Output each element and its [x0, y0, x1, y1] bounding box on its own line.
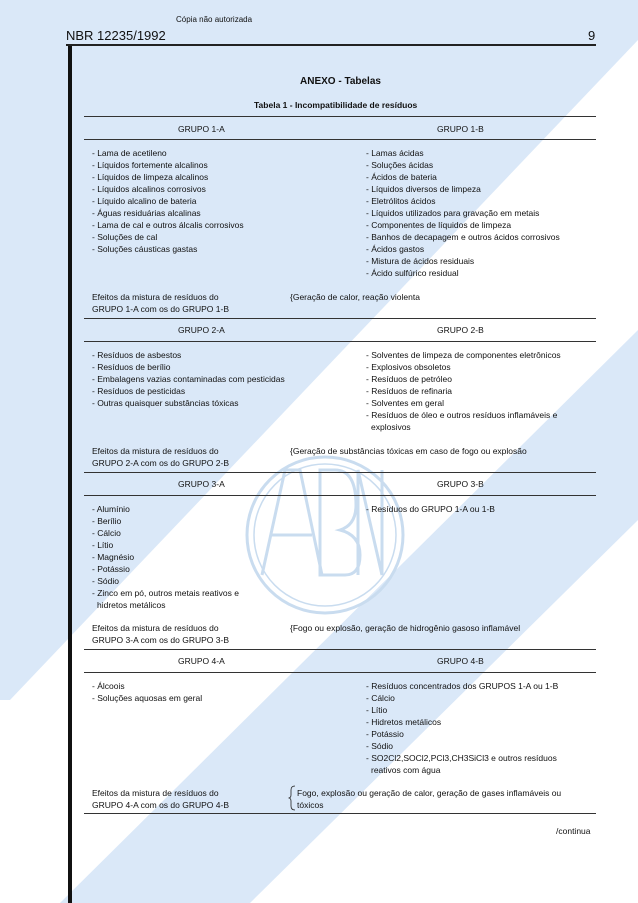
list-item: - Berílio — [92, 516, 122, 526]
table-rule — [84, 116, 596, 117]
list-item: - Resíduos de pesticidas — [92, 386, 186, 396]
group-4-effect — [297, 787, 561, 811]
list-item: - Soluções de cal — [92, 232, 158, 242]
list-item: - Líquidos utilizados para gravação em metais — [366, 208, 540, 218]
group-3-effects-label — [92, 622, 229, 646]
group-4-effects-label — [92, 787, 229, 811]
list-item: - SO2Cl2,SOCl2,PCl3,CH3SiCl3 e outros resíduos — [366, 753, 557, 763]
list-item: - Componentes de líquidos de limpeza — [366, 220, 512, 230]
group-1-effect: {Geração de calor, reação violenta — [290, 292, 420, 302]
group-1b-list — [366, 147, 560, 279]
list-item: - Resíduos concentrados dos GRUPOS 1-A ou 1-B — [366, 681, 559, 691]
table-rule — [84, 139, 596, 140]
group-2a-heading: GRUPO 2-A — [178, 325, 225, 335]
table-title: Tabela 1 - Incompatibilidade de resíduos — [254, 100, 418, 110]
list-item: - Resíduos de berílio — [92, 362, 171, 372]
list-item: - Líquidos fortemente alcalinos — [92, 160, 208, 170]
list-item: - Potássio — [366, 729, 404, 739]
list-item: - Ácidos de bateria — [366, 172, 437, 182]
group-3b-list — [366, 503, 495, 515]
list-item: - Soluções aquosas em geral — [92, 693, 203, 703]
group-2a-list — [92, 349, 285, 409]
effect-line: Fogo, explosão ou geração de calor, geração de gases inflamáveis ou — [297, 788, 562, 798]
group-4a-list — [92, 680, 202, 704]
left-margin-bar — [68, 46, 72, 903]
list-item: - Zinco em pó, outros metais reativos e — [92, 588, 239, 598]
list-item: - Lítio — [92, 540, 114, 550]
list-item: reativos com água — [371, 765, 441, 775]
group-1-effects-label — [92, 291, 229, 315]
group-2-effect: {Geração de substâncias tóxicas em caso de fogo ou explosão — [290, 446, 527, 456]
list-item: - Solventes em geral — [366, 398, 444, 408]
list-item: - Cálcio — [366, 693, 395, 703]
list-item: - Explosivos obsoletos — [366, 362, 451, 372]
list-item: - Águas residuárias alcalinas — [92, 208, 201, 218]
list-item: - Lítio — [366, 705, 388, 715]
list-item: - Mistura de ácidos residuais — [366, 256, 475, 266]
list-item: hidretos metálicos — [97, 600, 166, 610]
list-item: - Cálcio — [92, 528, 121, 538]
list-item: - Líquido alcalino de bateria — [92, 196, 197, 206]
group-3a-list — [92, 503, 239, 611]
group-2b-heading: GRUPO 2-B — [437, 325, 484, 335]
effects-label-line: GRUPO 3-A com os do GRUPO 3-B — [92, 635, 229, 645]
list-item: - Potássio — [92, 564, 130, 574]
table-rule — [84, 813, 596, 814]
list-item: - Resíduos do GRUPO 1-A ou 1-B — [366, 504, 495, 514]
table-rule — [84, 649, 596, 650]
page-number: 9 — [588, 28, 596, 43]
continued-marker: /continua — [556, 826, 591, 836]
group-4b-list — [366, 680, 558, 776]
list-item: - Magnésio — [92, 552, 135, 562]
list-item: - Soluções cáusticas gastas — [92, 244, 198, 254]
group-3-effect: {Fogo ou explosão, geração de hidrogênio gasoso inflamável — [290, 623, 521, 633]
list-item: - Eletrólitos ácidos — [366, 196, 436, 206]
list-item: - Banhos de decapagem e outros ácidos corrosivos — [366, 232, 560, 242]
list-item: - Solventes de limpeza de componentes eletrônicos — [366, 350, 561, 360]
group-3a-heading: GRUPO 3-A — [178, 479, 225, 489]
list-item: - Resíduos de petróleo — [366, 374, 452, 384]
group-4a-heading: GRUPO 4-A — [178, 656, 225, 666]
list-item: - Líquidos de limpeza alcalinos — [92, 172, 209, 182]
group-4b-heading: GRUPO 4-B — [437, 656, 484, 666]
effects-label-line: Efeitos da mistura de resíduos do — [92, 292, 219, 302]
list-item: - Soluções ácidas — [366, 160, 434, 170]
list-item: - Resíduos de óleo e outros resíduos inflamáveis e — [366, 410, 558, 420]
list-item: - Resíduos de refinaria — [366, 386, 452, 396]
copy-notice: Cópia não autorizada — [176, 15, 253, 24]
group-1a-list — [92, 147, 244, 255]
table-rule — [84, 318, 596, 319]
effects-label-line: Efeitos da mistura de resíduos do — [92, 446, 219, 456]
list-item: - Lama de cal e outros álcalis corrosivos — [92, 220, 244, 230]
effect-line: tóxicos — [297, 800, 324, 810]
list-item: - Sódio — [92, 576, 119, 586]
effects-label-line: GRUPO 4-A com os do GRUPO 4-B — [92, 800, 229, 810]
list-item: - Ácido sulfúrico residual — [366, 268, 459, 278]
table-rule — [84, 341, 596, 342]
effects-label-line: GRUPO 2-A com os do GRUPO 2-B — [92, 458, 229, 468]
effects-label-line: Efeitos da mistura de resíduos do — [92, 788, 219, 798]
table-rule — [84, 472, 596, 473]
annex-title: ANEXO - Tabelas — [300, 76, 381, 87]
list-item: - Ácidos gastos — [366, 244, 425, 254]
list-item: - Outras quaisquer substâncias tóxicas — [92, 398, 239, 408]
list-item: - Líquidos alcalinos corrosivos — [92, 184, 206, 194]
brace-icon — [288, 785, 296, 811]
effects-label-line: GRUPO 1-A com os do GRUPO 1-B — [92, 304, 229, 314]
table-rule — [84, 672, 596, 673]
standard-code: NBR 12235/1992 — [66, 28, 166, 43]
header-rule — [66, 44, 596, 46]
list-item: - Embalagens vazias contaminadas com pesticidas — [92, 374, 285, 384]
list-item: - Hidretos metálicos — [366, 717, 442, 727]
list-item: explosivos — [371, 422, 411, 432]
group-2-effects-label — [92, 445, 229, 469]
group-2b-list — [366, 349, 561, 433]
list-item: - Lama de acetileno — [92, 148, 167, 158]
list-item: - Resíduos de asbestos — [92, 350, 182, 360]
table-rule — [84, 495, 596, 496]
group-3b-heading: GRUPO 3-B — [437, 479, 484, 489]
effects-label-line: Efeitos da mistura de resíduos do — [92, 623, 219, 633]
list-item: - Sódio — [366, 741, 393, 751]
list-item: - Alumínio — [92, 504, 130, 514]
list-item: - Líquidos diversos de limpeza — [366, 184, 481, 194]
list-item: - Álcoois — [92, 681, 125, 691]
group-1b-heading: GRUPO 1-B — [437, 124, 484, 134]
list-item: - Lamas ácidas — [366, 148, 424, 158]
group-1a-heading: GRUPO 1-A — [178, 124, 225, 134]
